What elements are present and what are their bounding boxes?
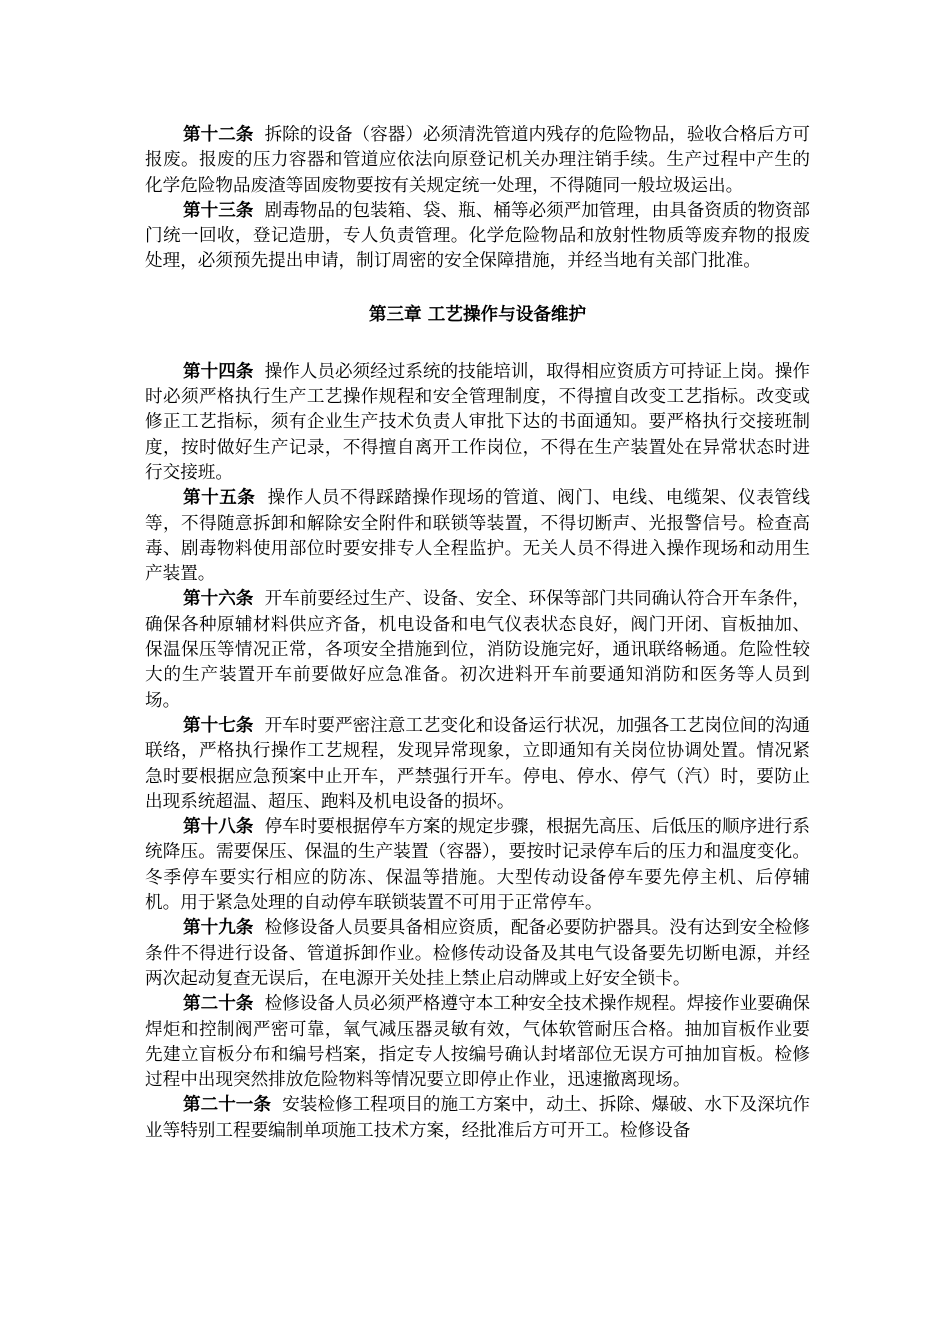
article-number: 第十四条 bbox=[183, 361, 254, 382]
article-text: 检修设备人员必须严格遵守本工种安全技术操作规程。焊接作业要确保焊炬和控制阀严密可靠，氧气减压器灵敏有效，气体软管耐压合格。抽加盲板作业要先建立盲板分布和编号档案，指定专人按编号确认封堵部位无误方可抽加盲板。检修过程中出现突然排放危险物料等情况要立即停止作业，迅速撤离现场。 bbox=[145, 994, 810, 1091]
article-paragraph bbox=[145, 815, 810, 916]
article-paragraph bbox=[145, 486, 810, 587]
article-paragraph bbox=[145, 123, 810, 199]
article-paragraph bbox=[145, 1093, 810, 1144]
article-text: 拆除的设备（容器）必须清洗管道内残存的危险物品，验收合格后方可报废。报废的压力容器和管道应依法向原登记机关办理注销手续。生产过程中产生的化学危险物品废渣等固废物要按有关规定统一处理，不得随同一般垃圾运出。 bbox=[145, 125, 810, 196]
article-number: 第十六条 bbox=[183, 589, 254, 610]
article-number: 第十三条 bbox=[183, 200, 254, 221]
article-text: 安装检修工程项目的施工方案中，动土、拆除、爆破、水下及深坑作业等特别工程要编制单项施工技术方案，经批准后方可开工。检修设备 bbox=[145, 1095, 810, 1141]
article-text: 操作人员不得踩踏操作现场的管道、阀门、电线、电缆架、仪表管线等，不得随意拆卸和解除安全附件和联锁等装置，不得切断声、光报警信号。检查高毒、剧毒物料使用部位时要安排专人全程监护。无关人员不得进入操作现场和动用生产装置。 bbox=[145, 488, 810, 585]
article-number: 第十九条 bbox=[183, 918, 254, 939]
article-number: 第十七条 bbox=[183, 715, 254, 736]
article-number: 第二十一条 bbox=[183, 1095, 271, 1116]
article-number: 第十五条 bbox=[183, 488, 256, 509]
article-paragraph bbox=[145, 992, 810, 1093]
article-text: 操作人员必须经过系统的技能培训，取得相应资质方可持证上岗。操作时必须严格执行生产工艺操作规程和安全管理制度，不得擅自改变工艺指标。改变或修正工艺指标，须有企业生产技术负责人审批下达的书面通知。要严格执行交接班制度，按时做好生产记录，不得擅自离开工作岗位，不得在生产装置处在异常状态时进行交接班。 bbox=[145, 361, 810, 483]
article-text: 检修设备人员要具备相应资质，配备必要防护器具。没有达到安全检修条件不得进行设备、管道拆卸作业。检修传动设备及其电气设备要先切断电源，并经两次起动复查无误后，在电源开关处挂上禁止启动牌或上好安全锁卡。 bbox=[145, 918, 810, 989]
article-paragraph bbox=[145, 587, 810, 713]
article-text: 停车时要根据停车方案的规定步骤，根据先高压、后低压的顺序进行系统降压。需要保压、保温的生产装置（容器），要按时记录停车后的压力和温度变化。冬季停车要实行相应的防冻、保温等措施。大型传动设备停车要先停主机、后停辅机。用于紧急处理的自动停车联锁装置不可用于正常停车。 bbox=[145, 817, 810, 914]
article-number: 第二十条 bbox=[183, 994, 254, 1015]
article-number: 第十二条 bbox=[183, 125, 254, 145]
article-text: 开车前要经过生产、设备、安全、环保等部门共同确认符合开车条件，确保各种原辅材料供应齐备，机电设备和电气仪表状态良好，阀门开闭、盲板抽加、保温保压等情况正常，各项安全措施到位，消防设施完好，通讯联络畅通。危险性较大的生产装置开车前要做好应急准备。初次进料开车前要通知消防和医务等人员到场。 bbox=[145, 589, 810, 711]
article-paragraph bbox=[145, 360, 810, 486]
article-number: 第十八条 bbox=[183, 817, 254, 838]
article-paragraph bbox=[145, 714, 810, 815]
article-text: 剧毒物品的包装箱、袋、瓶、桶等必须严加管理，由具备资质的物资部门统一回收，登记造册，专人负责管理。化学危险物品和放射性物质等废弃物的报废处理，必须预先提出申请，制订周密的安全保障措施，并经当地有关部门批准。 bbox=[145, 200, 810, 272]
document-page bbox=[145, 123, 810, 1144]
article-paragraph bbox=[145, 199, 810, 275]
article-paragraph bbox=[145, 916, 810, 992]
article-text: 开车时要严密注意工艺变化和设备运行状况，加强各工艺岗位间的沟通联络，严格执行操作工艺规程，发现异常现象，立即通知有关岗位协调处置。情况紧急时要根据应急预案中止开车，严禁强行开车。停电、停水、停气（汽）时，要防止出现系统超温、超压、跑料及机电设备的损坏。 bbox=[145, 715, 810, 812]
chapter-title: 第三章 工艺操作与设备维护 bbox=[368, 304, 587, 325]
